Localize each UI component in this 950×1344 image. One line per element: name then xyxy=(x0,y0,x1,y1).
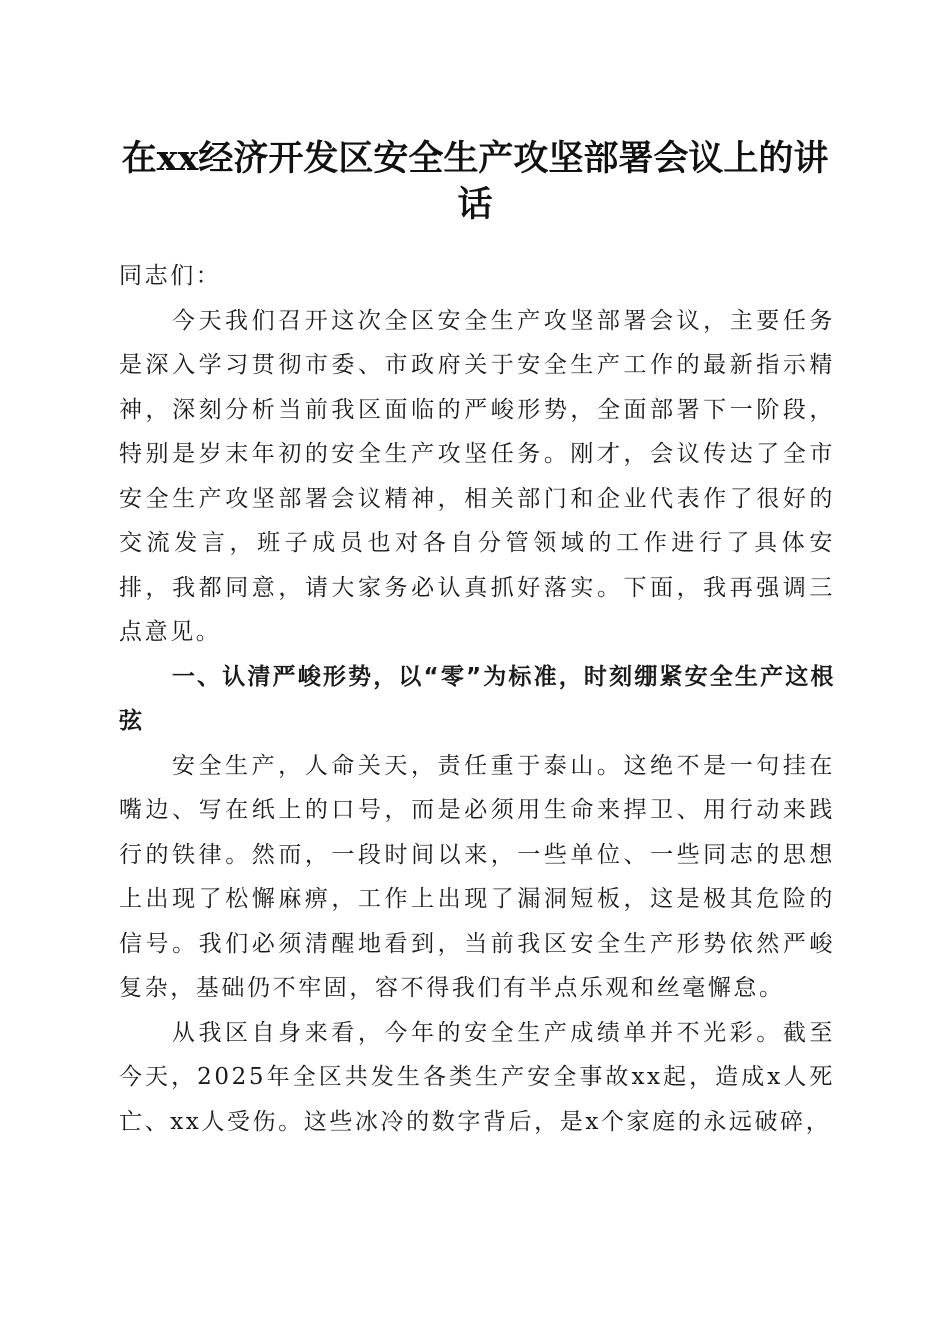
section-heading-1: 一、认清严峻形势，以“零”为标准，时刻绷紧安全生产这根弦 xyxy=(119,663,835,734)
paragraph-intro: 今天我们召开这次全区安全生产攻坚部署会议，主要任务是深入学习贯彻市委、市政府关于安全生产工作的最新指示精神，深刻分析当前我区面临的严峻形势，全面部署下一阶段，特别是岁末年初的安全生产攻坚任务。刚才，会议传达了全市安全生产攻坚部署会议精神，相关部门和企业代表作了很好的交流发言，班子成员也对各自分管领域的工作进行了具体安排，我都同意，请大家务必认真抓好落实。下面，我再强调三点意见。 xyxy=(119,307,835,645)
paragraph-district-status: 从我区自身来看，今年的安全生产成绩单并不光彩。截至今天，2025年全区共发生各类生产安全事故xx起，造成x人死亡、xx人受伤。这些冰冷的数字背后，是x个家庭的永远破碎， xyxy=(119,1019,835,1135)
document-body xyxy=(119,254,835,1144)
document-title: 在xx经济开发区安全生产攻坚部署会议上的讲话 xyxy=(121,138,829,225)
paragraph-safety-principle: 安全生产，人命关天，责任重于泰山。这绝不是一句挂在嘴边、写在纸上的口号，而是必须用生命来捍卫、用行动来践行的铁律。然而，一段时间以来，一些单位、一些同志的思想上出现了松懈麻痹，工作上出现了漏洞短板，这是极其危险的信号。我们必须清醒地看到，当前我区安全生产形势依然严峻复杂，基础仍不牢固，容不得我们有半点乐观和丝毫懈怠。 xyxy=(119,752,835,1001)
salutation: 同志们： xyxy=(119,263,222,289)
